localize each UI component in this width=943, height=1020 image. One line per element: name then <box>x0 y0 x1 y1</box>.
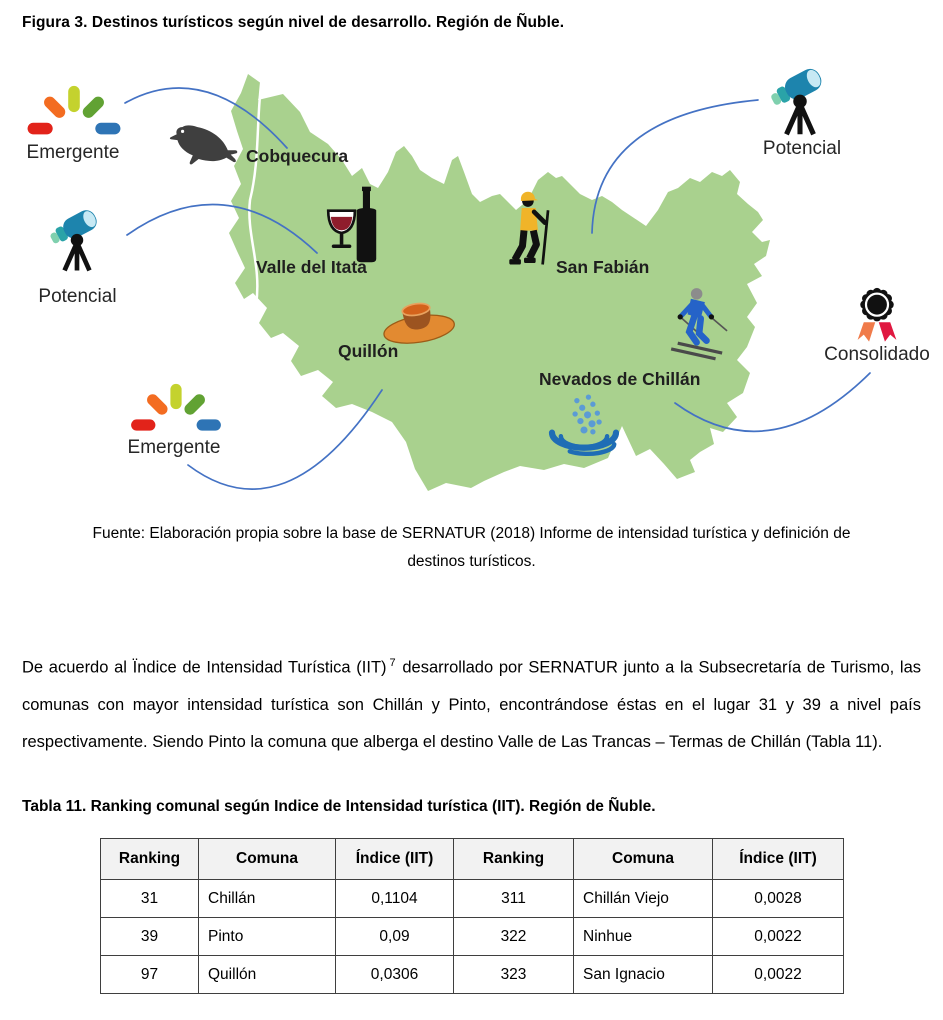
cell-comuna: San Ignacio <box>574 956 713 994</box>
medal-icon <box>846 280 908 354</box>
cell-indice: 0,0022 <box>713 918 844 956</box>
cell-comuna: Pinto <box>199 918 336 956</box>
figure-map-area <box>0 60 943 510</box>
table-title: Tabla 11. Ranking comunal según Indice de Intensidad turística (IIT). Región de Ñuble. <box>22 798 656 815</box>
level-label-emergente-bottom: Emergente <box>127 437 221 458</box>
figure-source-caption <box>0 520 943 576</box>
cell-comuna: Chillán <box>199 880 336 918</box>
cell-ranking: 323 <box>454 956 574 994</box>
level-label-consolidado: Consolidado <box>824 344 930 365</box>
level-label-potencial-left: Potencial <box>38 286 117 307</box>
level-label-emergente-top: Emergente <box>26 142 120 163</box>
cell-ranking: 322 <box>454 918 574 956</box>
table-row <box>101 918 844 956</box>
col-header: Comuna <box>199 839 336 880</box>
table-header-row <box>101 839 844 880</box>
seal-icon <box>168 116 238 170</box>
cell-indice: 0,1104 <box>336 880 454 918</box>
level-label-potencial-right: Potencial <box>762 138 842 159</box>
table-row <box>101 880 844 918</box>
emergente-burst-icon <box>128 382 224 440</box>
dest-label-nevados-de-chillan: Nevados de Chillán <box>539 369 701 389</box>
dest-label-quillon: Quillón <box>338 341 399 361</box>
dest-label-valle-del-itata: Valle del Itata <box>256 257 367 277</box>
cell-comuna: Quillón <box>199 956 336 994</box>
cell-comuna: Chillán Viejo <box>574 880 713 918</box>
emergente-burst-icon <box>24 84 124 144</box>
figure-source-line2: destinos turísticos. <box>407 553 536 570</box>
col-header: Índice (IIT) <box>336 839 454 880</box>
figure-title: Figura 3. Destinos turísticos según nivel de desarrollo. Región de Ñuble. <box>22 14 565 31</box>
figure-source-line1: Fuente: Elaboración propia sobre la base de SERNATUR (2018) Informe de intensidad turística y definición de <box>92 525 851 542</box>
wine-bottle-glass-icon <box>322 184 386 264</box>
dest-label-cobquecura: Cobquecura <box>246 146 349 166</box>
hiker-icon <box>500 180 562 284</box>
body-paragraph <box>22 645 921 761</box>
cell-comuna: Ninhue <box>574 918 713 956</box>
ranking-table <box>100 838 844 994</box>
telescope-icon <box>42 202 112 272</box>
dest-label-san-fabian: San Fabián <box>556 257 650 277</box>
table-row <box>101 956 844 994</box>
col-header: Ranking <box>101 839 199 880</box>
cell-ranking: 31 <box>101 880 199 918</box>
cell-indice: 0,0022 <box>713 956 844 994</box>
cell-indice: 0,09 <box>336 918 454 956</box>
col-header: Ranking <box>454 839 574 880</box>
cell-indice: 0,0306 <box>336 956 454 994</box>
cell-indice: 0,0028 <box>713 880 844 918</box>
footnote-marker: 7 <box>389 657 396 669</box>
col-header: Comuna <box>574 839 713 880</box>
paragraph-text-part2: desarrollado por SERNATUR junto a la Subsecretaría de Turismo, las comunas con mayor intensidad turística son Chillán y Pinto, encontrándose éstas en el lugar 31 y 39 a nivel país respectivamente. Siendo Pinto la comuna que alberga el destino Valle de Las Trancas – Termas de Chillán (Tabla 11). <box>22 658 921 751</box>
telescope-icon <box>762 60 838 136</box>
hot-spring-icon <box>540 390 628 470</box>
cell-ranking: 97 <box>101 956 199 994</box>
col-header: Índice (IIT) <box>713 839 844 880</box>
cell-ranking: 39 <box>101 918 199 956</box>
cell-ranking: 311 <box>454 880 574 918</box>
paragraph-text-part1: De acuerdo al Ïndice de Intensidad Turística (IIT) <box>22 658 387 677</box>
skier-icon <box>658 280 732 362</box>
